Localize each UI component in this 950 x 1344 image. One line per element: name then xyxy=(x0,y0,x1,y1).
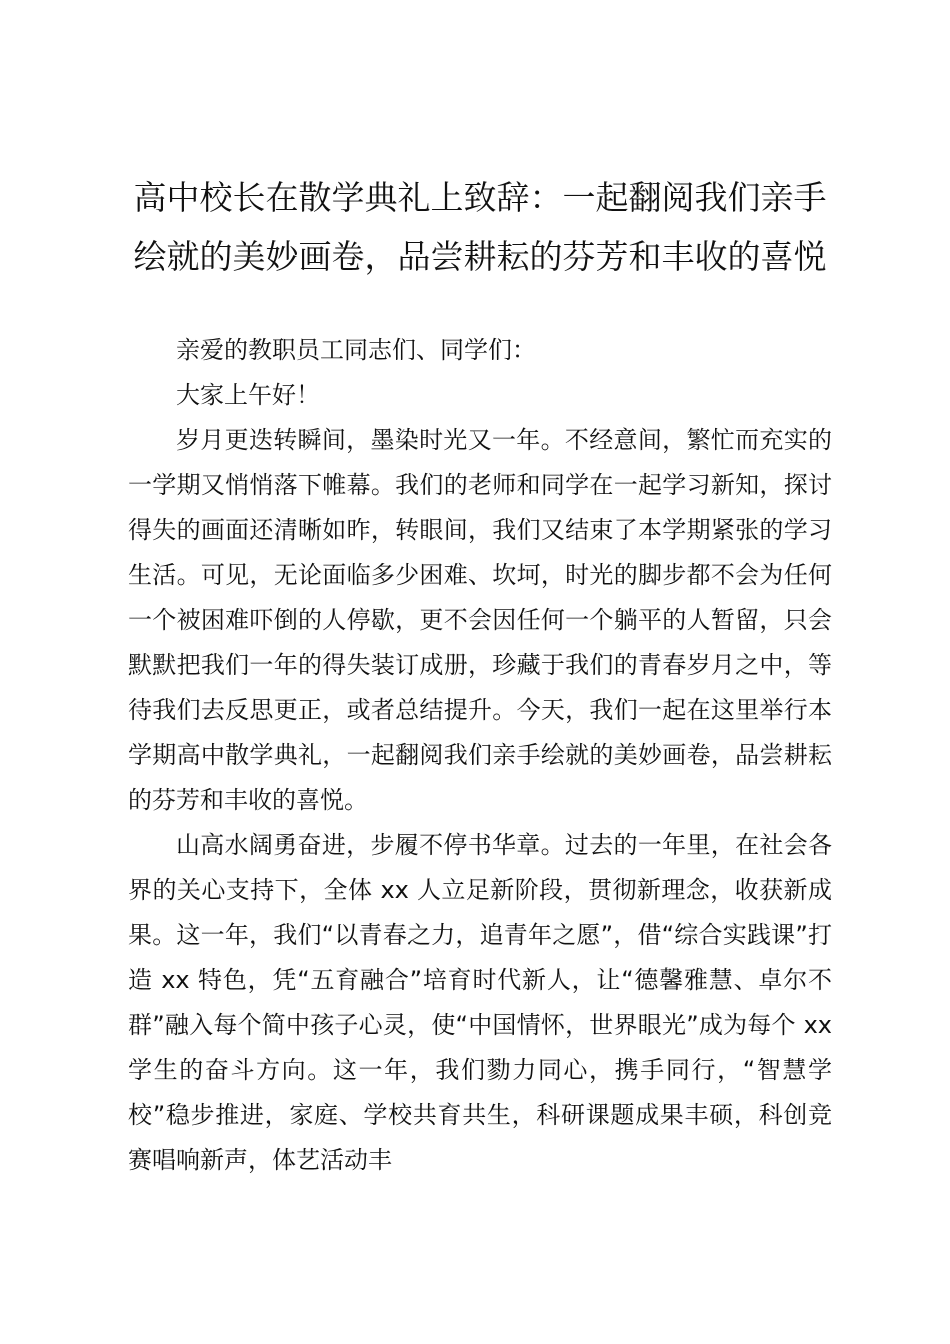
salutation: 亲爱的教职员工同志们、同学们： xyxy=(176,336,536,364)
document-body xyxy=(128,328,832,1183)
greeting: 大家上午好！ xyxy=(176,381,320,409)
paragraph-2: 山高水阔勇奋进，步履不停书华章。过去的一年里，在社会各界的关心支持下，全体 xx 人立足新阶段，贯彻新理念，收获新成果。这一年，我们“以青春之力，追青年之愿”，借“综合实践课”打造 xx 特色，凭“五育融合”培育时代新人，让“德馨雅慧、卓尔不群”融入每个简中孩子心灵，使“中国情怀，世界眼光”成为每个 xx 学生的奋斗方向。这一年，我们勠力同心，携手同行，“智慧学校”稳步推进，家庭、学校共育共生，科研课题成果丰硕，科创竞赛唱响新声，体艺活动丰 xyxy=(128,831,832,1174)
paragraph-1: 岁月更迭转瞬间，墨染时光又一年。不经意间，繁忙而充实的一学期又悄悄落下帷幕。我们的老师和同学在一起学习新知，探讨得失的画面还清晰如昨，转眼间，我们又结束了本学期紧张的学习生活。可见，无论面临多少困难、坎坷，时光的脚步都不会为任何一个被困难吓倒的人停歇，更不会因任何一个躺平的人暂留，只会默默把我们一年的得失装订成册，珍藏于我们的青春岁月之中，等待我们去反思更正，或者总结提升。今天，我们一起在这里举行本学期高中散学典礼，一起翻阅我们亲手绘就的美妙画卷，品尝耕耘的芬芳和丰收的喜悦。 xyxy=(128,426,832,814)
document-title: 高中校长在散学典礼上致辞：一起翻阅我们亲手绘就的美妙画卷，品尝耕耘的芬芳和丰收的喜悦 xyxy=(133,178,827,276)
